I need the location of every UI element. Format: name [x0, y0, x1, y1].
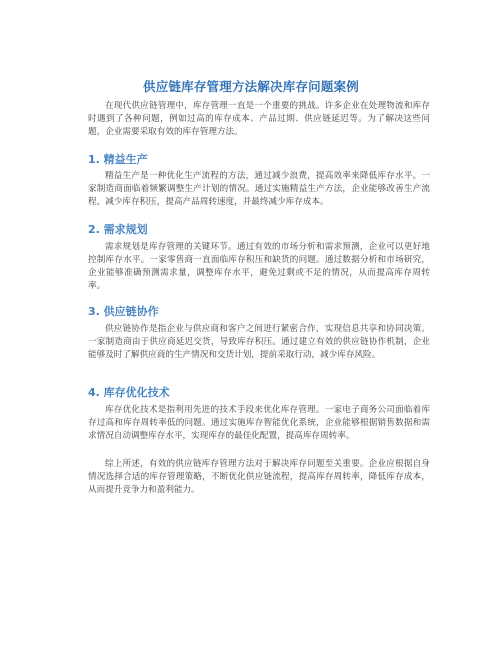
- section-heading-supply-chain-collaboration: 3. 供应链协作: [88, 305, 159, 318]
- document-title: 供应链库存管理方法解决库存问题案例: [143, 79, 359, 94]
- section-heading-inventory-optimization: 4. 库存优化技术: [88, 386, 170, 399]
- section-body-demand-planning: 需求规划是库存管理的关键环节。通过有效的市场分析和需求预测，企业可以更好地控制库存水平。一家零售商一直面临库存积压和缺货的问题。通过数据分析和市场研究，企业能够准确预测需求量，调整库存水平，避免过剩或不足的情况，从而提高库存周转率。: [88, 242, 430, 291]
- section-body-lean-production: 精益生产是一种优化生产流程的方法，通过减少浪费，提高效率来降低库存水平。一家制造商面临着频繁调整生产计划的情况。通过实施精益生产方法，企业能够改善生产流程，减少库存积压，提高产品周转速度，并最终减少库存成本。: [88, 171, 430, 207]
- intro-paragraph: 在现代供应链管理中，库存管理一直是一个重要的挑战。许多企业在处理物流和库存时遇到了各种问题，例如过高的库存成本、产品过期、供应链延迟等。为了解决这些问题，企业需要采取有效的库存管理方法。: [88, 101, 430, 137]
- section-heading-demand-planning: 2. 需求规划: [88, 223, 148, 236]
- section-heading-lean-production: 1. 精益生产: [88, 153, 148, 166]
- conclusion-paragraph: 综上所述，有效的供应链库存管理方法对于解决库存问题至关重要。企业应根据自身情况选择合适的库存管理策略，不断优化供应链流程，提高库存周转率，降低库存成本，从而提升竞争力和盈利能力。: [88, 459, 430, 495]
- section-body-supply-chain-collaboration: 供应链协作是指企业与供应商和客户之间进行紧密合作，实现信息共享和协同决策。一家制造商由于供应商延迟交货，导致库存积压。通过建立有效的供应链协作机制，企业能够及时了解供应商的生产情况和交货计划，提前采取行动，减少库存风险。: [88, 324, 430, 360]
- section-body-inventory-optimization: 库存优化技术是指利用先进的技术手段来优化库存管理。一家电子商务公司面临着库存过高和库存周转率低的问题。通过实施库存智能优化系统，企业能够根据销售数据和需求情况自动调整库存水平，实现库存的最佳化配置，提高库存周转率。: [88, 405, 430, 441]
